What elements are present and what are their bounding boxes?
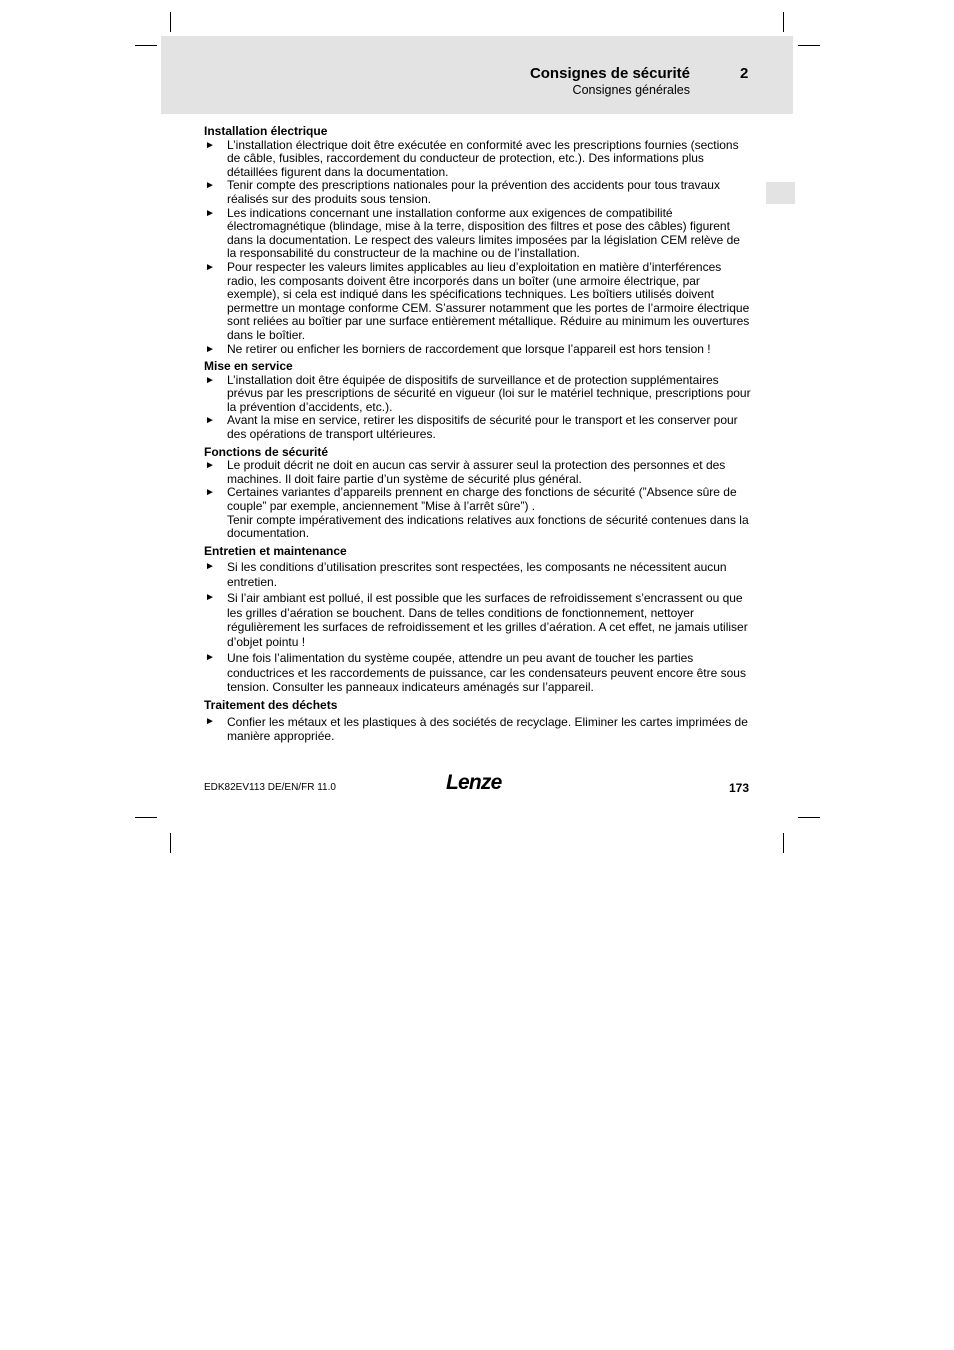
section-installation-electrique [204,125,752,356]
list-item [204,459,752,486]
bullet-arrow-icon: ► [205,415,215,427]
list-item-text: Avant la mise en service, retirer les dispositifs de sécurité pour le transport et les conserver pour des opérations de transport ultérieures. [227,413,738,442]
bullet-arrow-icon: ► [205,652,215,664]
lenze-logo: Lenze [446,771,502,794]
section-heading: Mise en service [204,359,293,374]
section-fonctions-de-securite [204,446,752,541]
document-code: EDK82EV113 DE/EN/FR 11.0 [204,782,336,793]
list-item-text: Le produit décrit ne doit en aucun cas servir à assurer seul la protection des personnes et des machines. Il doit faire partie d’un système de sécurité plus général. [227,458,726,486]
list-item-text: Si les conditions d’utilisation prescrites sont respectées, les composants ne nécessitent aucun entretien. [227,560,727,589]
section-heading: Installation électrique [204,124,328,138]
list-item [204,591,752,649]
bullet-arrow-icon: ► [205,460,215,472]
section-entretien-et-maintenance [204,545,752,695]
list-item-text: Une fois l’alimentation du système coupée, attendre un peu avant de toucher les parties conductrices et les raccordements de puissance, car les condensateurs peuvent encore être sous tension. Consulter les panneaux indicateurs aménagés sur l’appareil. [227,651,746,695]
list-item [204,651,752,695]
section-traitement-des-dechets [204,699,752,744]
bullet-arrow-icon: ► [205,207,215,219]
crop-mark [135,45,157,46]
chapter-number: 2 [740,65,749,82]
list-item-text: Si l’air ambiant est pollué, il est possible que les surfaces de refroidissement s’encrassent ou que les grilles d’aération se bouchent. Dans de telles conditions de fonctionnement, nettoyer régulièrement les surfaces de refroidissement et les grilles d’aération. A cet effet, ne jamais utiliser d’objet pointu ! [227,591,748,649]
chapter-tab-marker [766,182,795,204]
section-heading: Entretien et maintenance [204,543,347,558]
list-item [204,486,752,540]
bullet-arrow-icon: ► [205,261,215,273]
bullet-arrow-icon: ► [205,561,215,573]
bullet-arrow-icon: ► [205,139,215,151]
chapter-subtitle: Consignes générales [572,83,690,97]
list-item-text: Pour respecter les valeurs limites applicables au lieu d’exploitation en matière d’interférences radio, les composants doivent être incorporés dans un boîter (une armoire électrique, par exemple), si cela est indiqué dans les spécifications techniques. Les boîtiers utilisés doivent permettre un montage conforme CEM. S’assurer notamment que les portes de l’armoire électrique sont reliées au boîtier par une surface entièrement métallique. Réduire au minimum les ouvertures dans le boîtier. [227,259,750,342]
list-item [204,179,752,206]
page-content [204,125,752,745]
list-item [204,715,752,744]
crop-mark [798,45,820,46]
bullet-arrow-icon: ► [205,487,215,499]
crop-mark [798,817,820,818]
list-item [204,560,752,589]
list-item-text: L’installation doit être équipée de dispositifs de surveillance et de protection supplémentaires prévus par les prescriptions de sécurité en vigueur (loi sur le matériel technique, prescriptions pour la prévention d’accidents, etc.). [227,372,751,414]
list-item [204,207,752,261]
bullet-arrow-icon: ► [205,180,215,192]
list-item [204,261,752,343]
list-item [204,139,752,180]
list-item [204,414,752,441]
list-item [204,343,752,357]
section-heading: Fonctions de sécurité [204,444,329,459]
page-number: 173 [728,781,749,795]
section-mise-en-service [204,360,752,442]
list-item-text: Tenir compte des prescriptions nationales pour la prévention des accidents pour tous travaux réalisés sur des produits sous tension. [227,178,720,206]
list-item-continuation: Tenir compte impérativement des indications relatives aux fonctions de sécurité contenues dans la documentation. [227,512,749,541]
crop-mark [170,833,171,853]
list-item-text: Les indications concernant une installation conforme aux exigences de compatibilité électromagnétique (blindage, mise à la terre, disposition des filtres et pose des câbles) figurent dans la documentation. Le respect des valeurs limites imposées par la législation CEM relève de la responsabilité du constructeur de la machine ou de l’installation. [227,205,740,261]
bullet-arrow-icon: ► [205,374,215,386]
bullet-arrow-icon: ► [205,715,215,727]
crop-mark [783,833,784,853]
list-item-text: Confier les métaux et les plastiques à des sociétés de recyclage. Eliminer les cartes imprimées de manière appropriée. [227,714,748,744]
chapter-title: Consignes de sécurité [529,65,690,82]
list-item-text: Certaines variantes d’appareils prennent en charge des fonctions de sécurité (”Absence sûre de couple” par exemple, anciennement ”Mise à l’arrêt sûre”) . [227,485,737,514]
crop-mark [783,12,784,32]
bullet-arrow-icon: ► [205,343,215,355]
list-item-text: Ne retirer ou enficher les borniers de raccordement que lorsque l’appareil est hors tension ! [227,341,711,356]
list-item-text: L’installation électrique doit être exécutée en conformité avec les prescriptions fournies (sections de câble, fusibles, raccordement du conducteur de protection, etc.). Des informations plus détaillées figurent dans la documentation. [227,137,739,179]
bullet-arrow-icon: ► [205,592,215,604]
crop-mark [135,817,157,818]
section-heading: Traitement des déchets [204,697,338,712]
list-item [204,374,752,415]
crop-mark [170,12,171,32]
header-band [161,36,793,114]
